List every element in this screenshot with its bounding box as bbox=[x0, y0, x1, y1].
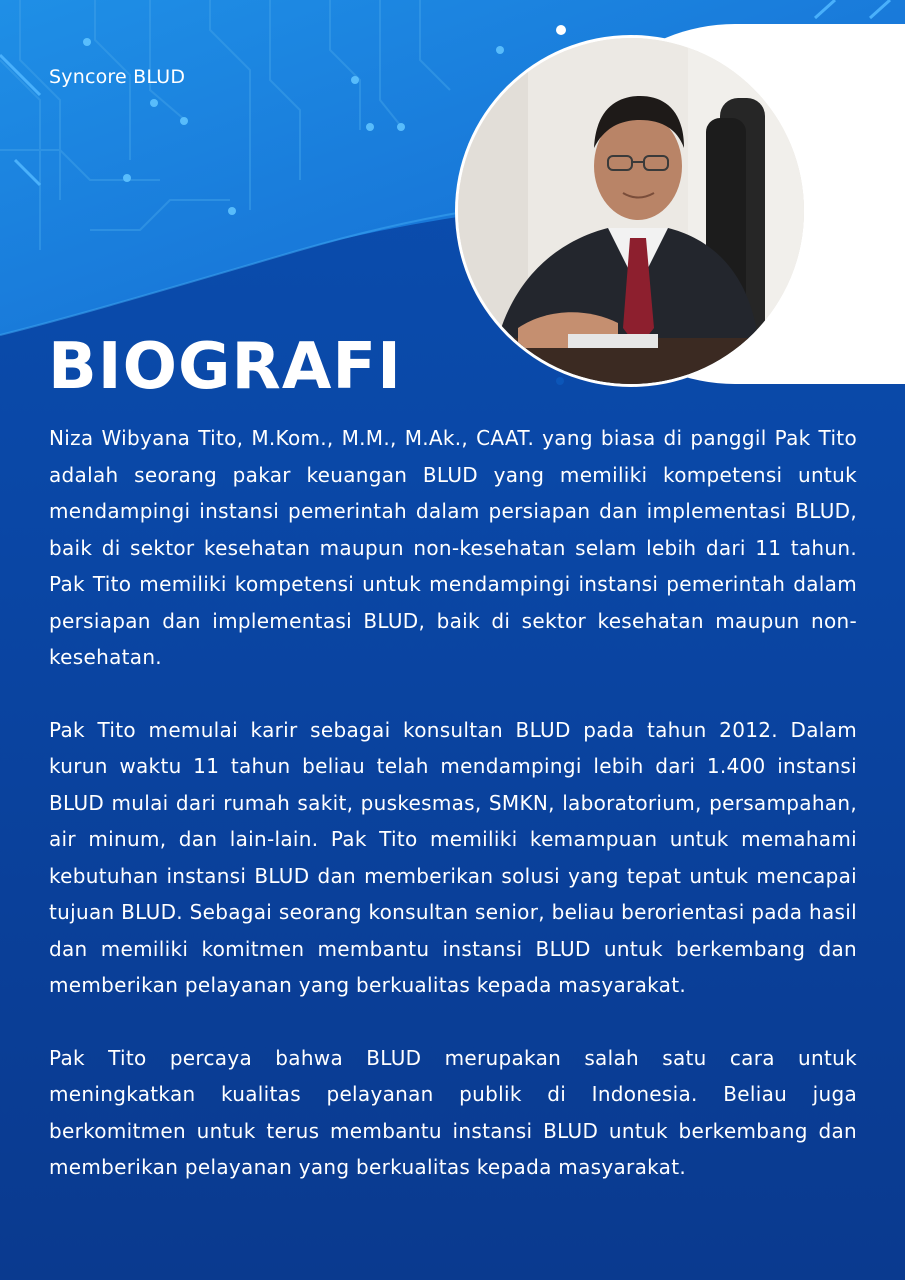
brand-label: Syncore BLUD bbox=[49, 66, 186, 88]
decor-dot bbox=[556, 377, 564, 385]
portrait-photo bbox=[458, 38, 804, 384]
paragraph: Pak Tito memulai karir sebagai konsultan BLUD pada tahun 2012. Dalam kurun waktu 11 tahun beliau telah mendampingi lebih dari 1.400 instansi BLUD mulai dari rumah sakit, puskesmas, SMKN, laboratorium, persampahan, air minum, dan lain-lain. Pak Tito memiliki kemampuan untuk memahami kebutuhan instansi BLUD dan memberikan solusi yang tepat untuk mencapai tujuan BLUD. Sebagai seorang konsultan senior, beliau berorientasi pada hasil dan memiliki komitmen membantu instansi BLUD untuk berkembang dan memberikan pelayanan yang berkualitas kepada masyarakat. bbox=[49, 717, 857, 997]
paragraph: Niza Wibyana Tito, M.Kom., M.M., M.Ak., CAAT. yang biasa di panggil Pak Tito adalah seorang pakar keuangan BLUD yang memiliki kompetensi untuk mendampingi instansi pemerintah dalam persiapan dan implementasi BLUD, baik di sektor kesehatan maupun non-kesehatan selam lebih dari 11 tahun. Pak Tito memiliki kompetensi untuk mendampingi instansi pemerintah dalam persiapan dan implementasi BLUD, baik di sektor kesehatan maupun non-kesehatan. bbox=[49, 426, 857, 669]
portrait-illustration bbox=[458, 38, 804, 384]
paragraph: Pak Tito percaya bahwa BLUD merupakan salah satu cara untuk meningkatkan kualitas pelayanan publik di Indonesia. Beliau juga berkomitmen untuk terus membantu instansi BLUD untuk berkembang dan memberikan pelayanan yang berkualitas kepada masyarakat. bbox=[49, 1045, 857, 1179]
decor-dot bbox=[556, 25, 566, 35]
page-title: BIOGRAFI bbox=[48, 330, 402, 404]
biography-body bbox=[49, 420, 857, 1222]
